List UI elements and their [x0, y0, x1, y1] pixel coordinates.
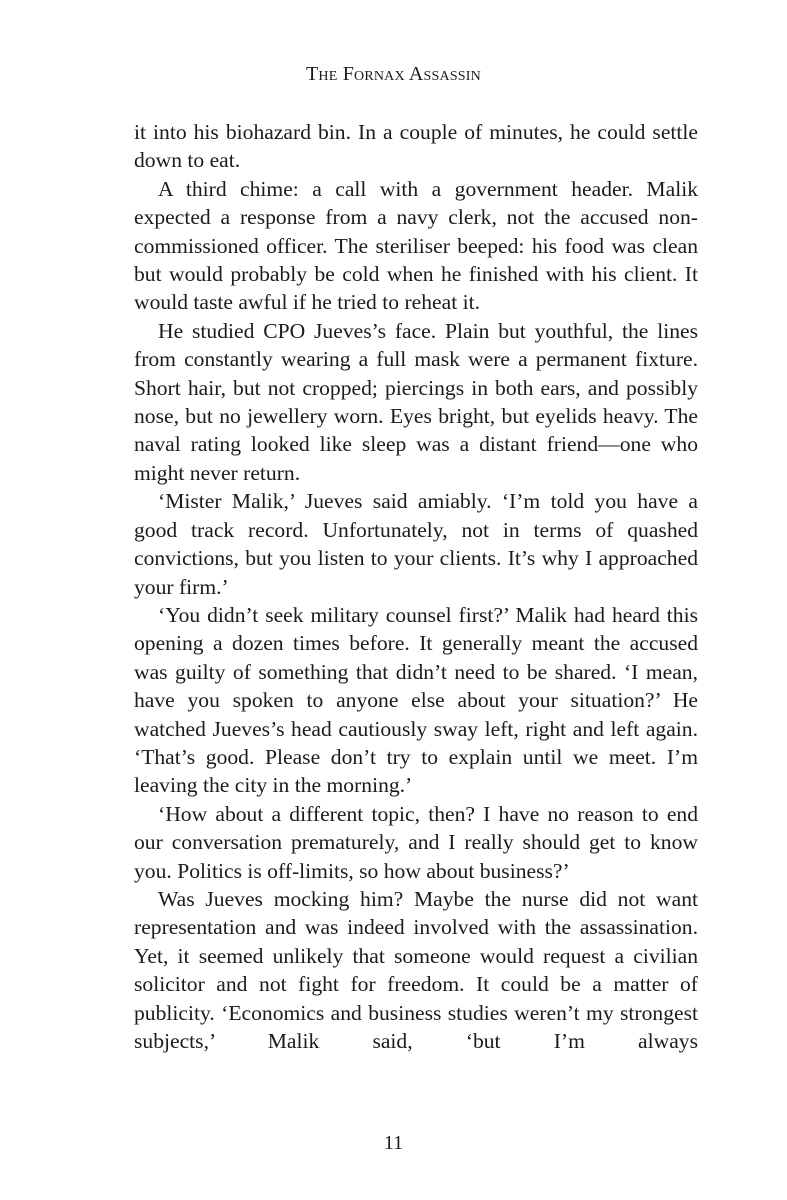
paragraph: Was Jueves mocking him? Maybe the nurse did not want representation and was indeed involved with the assassination. Yet, it seemed unlikely that someone would request a civilian solicitor and not fight for freedom. It could be a matter of publicity. ‘Economics and business studies weren’t my strongest subjects,’ Malik said, ‘but I’m always: [134, 886, 698, 1053]
paragraph: ‘How about a different topic, then? I have no reason to end our conversation prematurely, and I really should get to know you. Politics is off-limits, so how about business?’: [134, 801, 698, 883]
paragraph: ‘Mister Malik,’ Jueves said amiably. ‘I’m told you have a good track record. Unfortunately, not in terms of quashed convictions, but you listen to your clients. It’s why I approached your firm.’: [134, 489, 698, 599]
body-text: [134, 118, 698, 1055]
paragraph: it into his biohazard bin. In a couple of minutes, he could settle down to eat.: [134, 120, 698, 173]
running-head-title: The Fornax Assassin: [306, 63, 481, 85]
paragraph: ‘You didn’t seek military counsel first?’ Malik had heard this opening a dozen times before. It generally meant the accused was guilty of something that didn’t need to be shared. ‘I mean, have you spoken to anyone else about your situation?’ He watched Jueves’s head cautiously sway left, right and left again. ‘That’s good. Please don’t try to explain until we meet. I’m leaving the city in the morning.’: [134, 602, 698, 798]
paragraph: He studied CPO Jueves’s face. Plain but youthful, the lines from constantly wearing a full mask were a permanent fixture. Short hair, but not cropped; piercings in both ears, and possibly nose, but no jewellery worn. Eyes bright, but eyelids heavy. The naval rating looked like sleep was a distant friend—one who might never return.: [134, 318, 698, 485]
paragraph: A third chime: a call with a government header. Malik expected a response from a navy clerk, not the accused non-commissioned officer. The steriliser beeped: his food was clean but would probably be cold when he finished with his client. It would taste awful if he tried to reheat it.: [134, 176, 698, 315]
running-head: [0, 62, 787, 86]
page-number: 11: [383, 1132, 404, 1154]
